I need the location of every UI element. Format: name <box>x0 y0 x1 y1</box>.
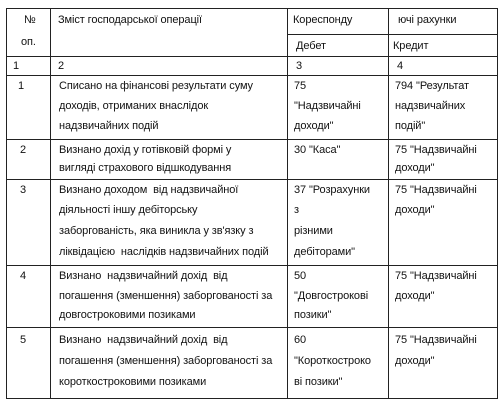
row-5-debit-2: "Короткостроко <box>294 355 371 367</box>
row-1-debit-1: 75 <box>294 80 307 92</box>
row-3-credit-1: 75 "Надзвичайні <box>395 184 477 196</box>
row-1-credit-2: надзвичайних <box>395 100 466 112</box>
header-corr-part2: ючі рахунки <box>398 14 457 26</box>
row-4-no: 4 <box>20 270 27 282</box>
row-3-content-4: ліквідацією наслідків надзвичайних подій <box>59 246 269 258</box>
row-3-no: 3 <box>20 184 27 196</box>
row-4-content-2: погашення (зменшення) заборгованості за <box>59 290 273 302</box>
row-4-credit-1: 75 "Надзвичайні <box>395 270 477 282</box>
numbering-2: 2 <box>58 60 65 72</box>
row-5-no: 5 <box>20 334 27 346</box>
row-1-credit-1: 794 "Результат <box>395 80 469 92</box>
row-3-credit-2: доходи" <box>395 204 435 216</box>
row-5-credit-1: 75 "Надзвичайні <box>395 334 477 346</box>
numbering-3: 3 <box>296 60 303 72</box>
header-no-line2: оп. <box>21 36 36 48</box>
row-5-debit-3: ві позики" <box>294 376 343 388</box>
row-3-debit-2: з <box>294 204 299 216</box>
row-1-no: 1 <box>18 80 25 92</box>
header-credit: Кредит <box>393 40 429 52</box>
row-2-content-1: Визнано дохід у готівковій формі у <box>59 144 232 156</box>
row-1-credit-3: подій" <box>395 120 426 132</box>
row-2-credit-2: доходи" <box>395 162 435 174</box>
row-1-content-2: доходів, отриманих внаслідок <box>59 100 209 112</box>
row-3-content-1: Визнано доходом від надзвичайної <box>59 184 239 196</box>
row-5-content-1: Визнано надзвичайний дохід від <box>59 334 228 346</box>
row-5-debit-1: 60 <box>294 334 307 346</box>
row-3-debit-1: 37 "Розрахунки <box>294 184 370 196</box>
row-1-content-1: Списано на фінансові результати суму <box>59 80 253 92</box>
row-1-debit-3: доходи" <box>294 120 334 132</box>
header-corr-part1: Кореспонду <box>293 14 353 26</box>
header-debit: Дебет <box>296 40 326 52</box>
row-2-content-2: вигляді страхового відшкодування <box>59 162 232 174</box>
row-5-content-3: короткостроковими позиками <box>59 376 207 388</box>
row-3-content-3: заборгованість, яка виникла у зв'язку з <box>59 225 254 237</box>
row-2-debit-1: 30 "Каса" <box>294 144 341 156</box>
numbering-4: 4 <box>397 60 404 72</box>
row-4-content-3: довгостроковими позиками <box>59 309 196 321</box>
row-1-debit-2: "Надзвичайні <box>294 100 361 112</box>
row-2-no: 2 <box>20 144 27 156</box>
row-4-content-1: Визнано надзвичайний дохід від <box>59 270 228 282</box>
row-5-content-2: погашення (зменшення) заборгованості за <box>59 355 273 367</box>
row-3-content-2: діяльності іншу дебіторську <box>59 204 198 216</box>
row-4-debit-2: "Довгострокові <box>294 290 369 302</box>
header-content: Зміст господарської операції <box>58 14 202 26</box>
numbering-1: 1 <box>13 60 20 72</box>
row-1-content-3: надзвичайних подій <box>59 120 159 132</box>
row-5-credit-2: доходи" <box>395 355 435 367</box>
row-3-debit-4: дебіторами" <box>294 246 355 258</box>
row-4-credit-2: доходи" <box>395 290 435 302</box>
row-2-credit-1: 75 "Надзвичайні <box>395 144 477 156</box>
row-4-debit-3: позики" <box>294 309 332 321</box>
header-no-line1: № <box>24 14 36 26</box>
row-4-debit-1: 50 <box>294 270 307 282</box>
row-3-debit-3: різними <box>294 225 333 237</box>
